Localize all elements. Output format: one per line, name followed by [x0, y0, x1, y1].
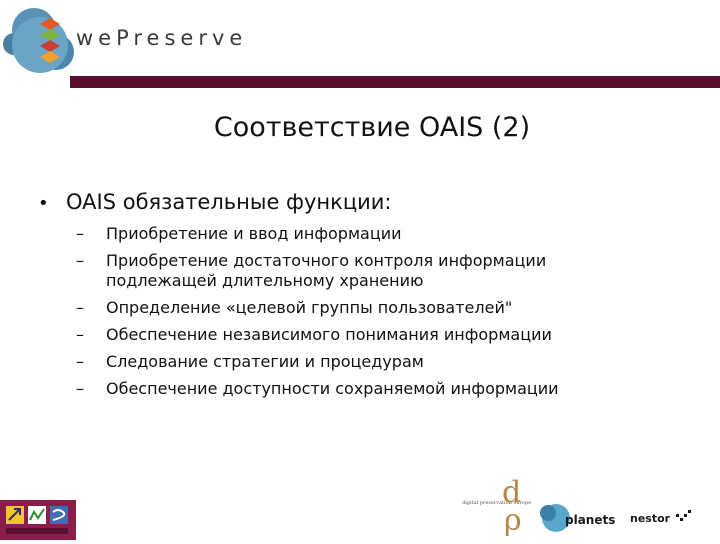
main-bullet-text: OAIS обязательные функции: — [66, 190, 392, 214]
function-list — [76, 224, 636, 406]
planets-logo — [540, 504, 615, 532]
bullet-icon: • — [38, 193, 49, 214]
nestor-label: nestor — [630, 512, 671, 525]
nestor-logo — [630, 510, 691, 525]
project-logo — [0, 500, 76, 540]
wepreserve-emblem-icon — [0, 0, 80, 80]
svg-text:d: d — [502, 475, 522, 510]
project-logo-icon — [0, 500, 76, 540]
dpe-logo — [462, 475, 531, 538]
wepreserve-logo — [0, 0, 300, 80]
brand-name: wePreserve — [76, 26, 248, 50]
list-item: – Определение «целевой группы пользователей" — [76, 298, 513, 317]
svg-text:ρ: ρ — [504, 503, 522, 538]
list-item: – Обеспечение независимого понимания информации — [76, 325, 552, 344]
svg-text:digital preservation europe: digital preservation europe — [462, 500, 532, 506]
slide-title: Соответствие OAIS (2) — [213, 112, 531, 143]
partner-logos — [458, 470, 720, 540]
list-item: – Обеспечение доступности сохраняемой информации — [76, 379, 559, 398]
list-item: – Следование стратегии и процедурам — [76, 352, 424, 371]
list-item: – Приобретение достаточного контроля информации подлежащей длительному хранению — [76, 251, 547, 290]
planets-label: planets — [565, 513, 616, 527]
main-bullet — [38, 190, 392, 214]
header-bar — [70, 76, 720, 88]
list-item: – Приобретение и ввод информации — [76, 224, 402, 243]
